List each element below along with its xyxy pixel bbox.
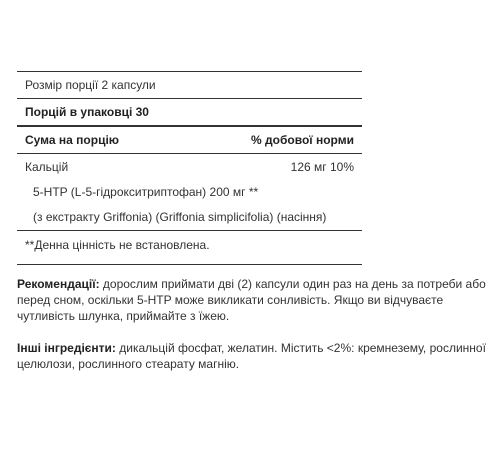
recommendations-text: дорослим приймати дві (2) капсули один раз на день за потреби або перед сном, оскільки 5-HTP може викликати сонливість. Якщо ви відчуваєте чутливість шлунка, приймайте з їжею. [17, 277, 486, 323]
amount-per-serving-header: Сума на порцію [25, 133, 120, 147]
servings-per-container: Порцій в упаковці 30 [25, 105, 149, 119]
nutrient-row-calcium [17, 154, 362, 180]
recommendations-label: Рекомендації: [17, 277, 100, 291]
other-ingredients-label: Інші інгредієнти: [17, 341, 116, 355]
serving-size: Розмір порції 2 капсули [25, 78, 156, 92]
nutrient-name: Кальцій [25, 160, 69, 174]
other-ingredients-paragraph [17, 340, 487, 372]
nutrient-amount: 126 мг 10% [290, 160, 354, 174]
recommendations-paragraph [17, 276, 487, 324]
ingredient-5htp: 5-HTP (L-5-гідрокситриптофан) 200 мг ** [33, 185, 259, 199]
daily-value-header: % добової норми [251, 133, 354, 147]
facts-header-row [17, 127, 362, 153]
supplement-facts-panel [17, 71, 362, 265]
other-ingredients-text: дикальцій фосфат, желатин. Містить <2%: кремнезему, рослинної целюлози, рослинного стеарату магнію. [17, 341, 486, 371]
divider [17, 264, 362, 265]
daily-value-footnote: **Денна цінність не встановлена. [25, 238, 210, 252]
ingredient-5htp-source: (з екстракту Griffonia) (Griffonia simplicifolia) (насіння) [33, 210, 327, 224]
